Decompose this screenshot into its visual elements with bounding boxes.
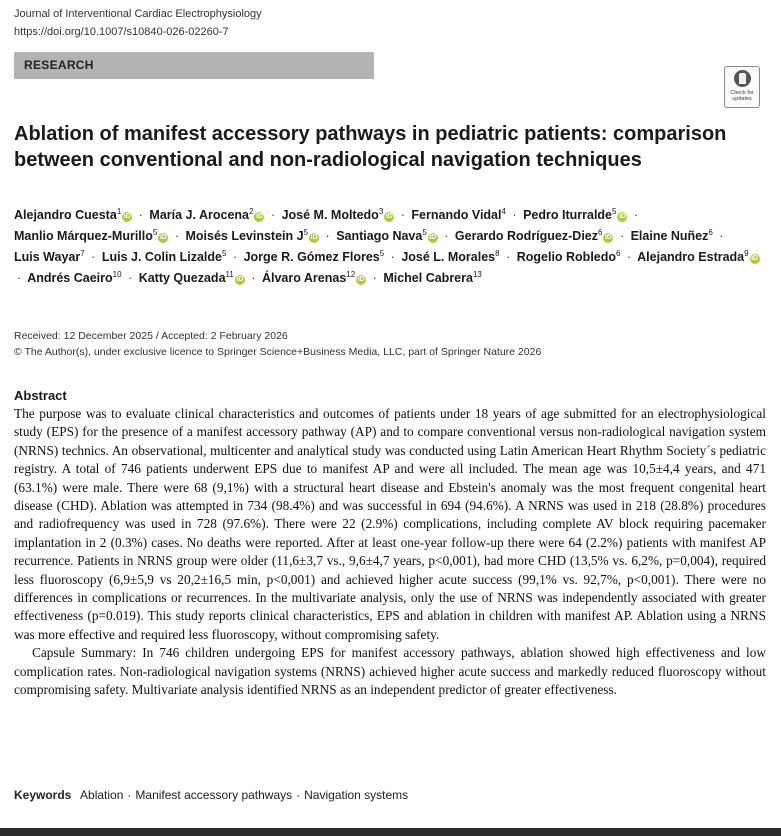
check-for-updates-label: Check for updates: [730, 90, 754, 102]
author-separator: ·: [251, 271, 256, 285]
abstract-body: [14, 405, 766, 700]
author-name-text: Alejandro Cuesta: [14, 208, 117, 222]
author-affiliation: 1: [116, 206, 122, 216]
received-accepted-dates: Received: 12 December 2025 / Accepted: 2 February 2026: [14, 330, 288, 342]
author-name[interactable]: [383, 271, 482, 285]
author-name-text: José M. Moltedo: [281, 208, 379, 222]
author-name-text: Luis Wayar: [14, 250, 81, 264]
author-name-text: Katty Quezada: [138, 271, 226, 285]
orcid-icon[interactable]: iD: [751, 255, 759, 262]
author-separator: ·: [444, 229, 449, 243]
author-name-text: Pedro Iturralde: [523, 208, 613, 222]
author-name[interactable]: [523, 208, 627, 222]
author-name[interactable]: [262, 271, 366, 285]
author-affiliation: 10: [112, 269, 122, 279]
author-affiliation: 5: [422, 227, 427, 237]
keyword-separator: ·: [127, 788, 132, 802]
author-separator: ·: [390, 250, 395, 264]
author-name[interactable]: [14, 229, 168, 243]
copyright-notice: © The Author(s), under exclusive licence to Springer Science+Business Media, LLC, part of Springer Nature 2026: [14, 346, 542, 358]
author-affiliation: 7: [80, 248, 85, 258]
author-affiliation: 5: [152, 227, 158, 237]
keyword: Navigation systems: [304, 788, 409, 802]
author-affiliation: 6: [616, 248, 621, 258]
author-name-text: Andrés Caeiro: [27, 271, 113, 285]
article-title: Ablation of manifest accessory pathways in pediatric patients: comparison between conventional and non-radiological navigation techniques: [14, 123, 727, 171]
author-name[interactable]: [185, 229, 319, 243]
author-separator: ·: [128, 271, 133, 285]
author-affiliation: 13: [472, 269, 482, 279]
orcid-icon[interactable]: iD: [236, 276, 244, 283]
author-list: [14, 205, 769, 289]
author-separator: ·: [626, 250, 632, 264]
author-name[interactable]: [149, 208, 264, 222]
author-name-text: Alejandro Estrada: [637, 250, 745, 264]
author-separator: ·: [372, 271, 377, 285]
author-affiliation: 6: [708, 227, 713, 237]
author-name[interactable]: [282, 208, 395, 222]
author-name[interactable]: [139, 271, 245, 285]
author-affiliation: 2: [249, 206, 254, 216]
author-separator: ·: [633, 208, 639, 222]
orcid-icon[interactable]: iD: [255, 213, 263, 220]
author-affiliation: 5: [303, 227, 309, 237]
orcid-icon[interactable]: iD: [123, 213, 131, 220]
abstract-heading: Abstract: [14, 388, 67, 403]
check-for-updates-icon: [734, 70, 751, 87]
page-bottom-rule: [0, 828, 781, 836]
author-name-text: Elaine Nuñez: [630, 229, 709, 243]
author-separator: ·: [506, 250, 511, 264]
journal-name: Journal of Interventional Cardiac Electrophysiology: [14, 8, 262, 20]
author-name-text: Gerardo Rodríguez-Diez: [454, 229, 598, 243]
author-name[interactable]: [455, 229, 614, 243]
author-separator: ·: [270, 208, 276, 222]
orcid-icon[interactable]: iD: [618, 213, 626, 220]
author-affiliation: 9: [744, 248, 749, 258]
author-name[interactable]: [336, 229, 438, 243]
author-affiliation: 5: [379, 248, 385, 258]
author-affiliation: 8: [495, 248, 500, 258]
author-name-text: Rogelio Robledo: [516, 250, 617, 264]
orcid-icon[interactable]: iD: [385, 213, 393, 220]
author-name[interactable]: [637, 250, 759, 264]
author-name[interactable]: [401, 250, 499, 264]
author-name[interactable]: [14, 250, 85, 264]
author-separator: ·: [400, 208, 405, 222]
author-name-text: Manlio Márquez-Murillo: [14, 229, 153, 243]
orcid-icon[interactable]: iD: [604, 234, 612, 241]
author-affiliation: 11: [225, 269, 234, 279]
author-name-text: Moisés Levinstein J: [185, 229, 304, 243]
author-separator: ·: [17, 271, 22, 285]
orcid-icon[interactable]: iD: [429, 234, 437, 241]
author-affiliation: 3: [378, 206, 384, 216]
author-separator: ·: [232, 250, 238, 264]
author-name[interactable]: [517, 250, 621, 264]
orcid-icon[interactable]: iD: [357, 276, 365, 283]
author-name[interactable]: [244, 250, 385, 264]
author-name-text: Santiago Nava: [336, 229, 423, 243]
author-name-text: Michel Cabrera: [383, 271, 473, 285]
check-for-updates-badge[interactable]: [724, 66, 760, 108]
author-affiliation: 6: [598, 227, 603, 237]
author-affiliation: 5: [612, 206, 617, 216]
capsule-summary: Capsule Summary: In 746 children undergoing EPS for manifest accessory pathways, ablation showed high effectiveness and low complication rates. Non-radiological navigation systems (NRNS) achieved higher acute success and markedly reduced fluoroscopy without compromising safety. Multivariate analysis identified NRNS as an independent predictor of greater effectiveness.: [14, 645, 766, 698]
author-name[interactable]: [631, 229, 713, 243]
author-separator: ·: [174, 229, 179, 243]
keyword: Ablation: [80, 788, 124, 802]
author-name[interactable]: [14, 208, 132, 222]
keyword-separator: ·: [296, 788, 301, 802]
author-name-text: José L. Morales: [401, 250, 496, 264]
author-separator: ·: [325, 229, 330, 243]
author-separator: ·: [512, 208, 517, 222]
author-affiliation: 5: [221, 248, 227, 258]
author-separator: ·: [719, 229, 724, 243]
author-affiliation: 12: [346, 269, 356, 279]
keywords-label: Keywords: [14, 788, 72, 802]
keyword: Manifest accessory pathways: [135, 788, 293, 802]
author-separator: ·: [138, 208, 143, 222]
author-name-text: Fernando Vidal: [411, 208, 502, 222]
abstract-paragraph: The purpose was to evaluate clinical characteristics and outcomes of patients under 18 years of age submitted for an electrophysiological study (EPS) for the presence of a manifest accessory pathway (AP) and to compare conventional versus non-radiological navigation system (NRNS) technics. An observational, multicenter and analytical study was conducted using Latin American Heart Rhythm Society´s pediatric registry. A total of 746 patients underwent EPS due to manifest AP and were all included. The mean age was 10,5±4,4 years, and 471 (63.1%) were male. There were 68 (9,1%) with a structural heart disease and Ebstein's anomaly was the most frequent congenital heart disease (CHD). Ablation was attempted in 734 (98.4%) and was successful in 694 (94.6%). A NRNS was used in 218 (28.8%) procedures and radiofrequency was used in 728 (97.6%). There were 22 (2.9%) complications, including complete AV block requiring pacemaker implantation in 2 (0.3%) cases. No deaths were reported. After at least one-year follow-up there were 64 (2.2%) patients with manifest AP recurrence. Patients in NRNS group were older (11,6±3,7 vs., 9,6±4,7 years, p<0,001), had more CHD (13,5% vs. 6,2%, p=0,004), required less fluoroscopy (6,9±5,9 vs 20,2±16,5 min, p<0,001) and achieved higher acute success (99,1% vs. 92,7%, p<0,001). There were no differences in complications or recurrences. In the multivariate analysis, only the use of NRNS was independently associated with greater effectiveness (p=0.019). This study reports clinical characteristics, EPS and ablation in children with manifest AP. Ablation using a NRNS was more effective and required less fluoroscopy, without compromising safety.: [14, 406, 766, 642]
author-name[interactable]: [27, 271, 121, 285]
doi-link[interactable]: https://doi.org/10.1007/s10840-026-02260-7: [14, 26, 229, 38]
author-separator: ·: [619, 229, 625, 243]
orcid-icon[interactable]: iD: [159, 234, 167, 241]
orcid-icon[interactable]: iD: [310, 234, 318, 241]
keywords-line: [14, 788, 408, 802]
author-name-text: Luis J. Colin Lizalde: [101, 250, 222, 264]
author-affiliation: 4: [501, 206, 506, 216]
author-name[interactable]: [411, 208, 506, 222]
section-banner: RESEARCH: [14, 52, 374, 79]
author-name[interactable]: [102, 250, 227, 264]
author-separator: ·: [91, 250, 96, 264]
author-name-text: Álvaro Arenas: [261, 271, 347, 285]
author-name-text: Jorge R. Gómez Flores: [243, 250, 380, 264]
author-name-text: María J. Arocena: [149, 208, 249, 222]
